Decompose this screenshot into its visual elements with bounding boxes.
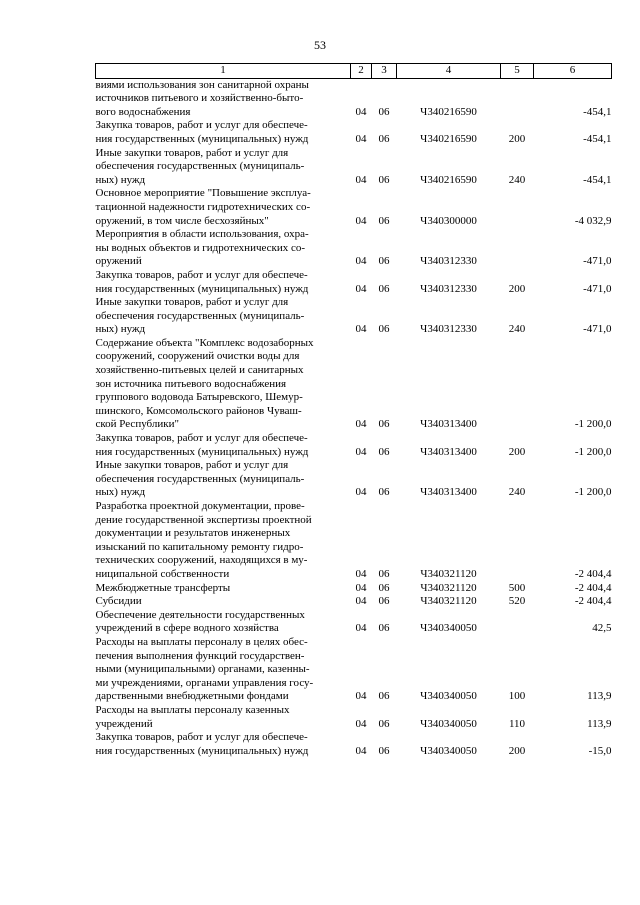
row-subsection: 06 <box>378 214 390 227</box>
row-target-article: Ч340321120 <box>420 581 477 594</box>
row-target-article: Ч340312330 <box>420 323 477 336</box>
row-description: Субсидии <box>95 595 142 608</box>
row-amount: -1 200,0 <box>574 445 612 458</box>
row-subsection: 06 <box>378 255 390 268</box>
row-target-article: Ч340312330 <box>420 282 477 295</box>
table-row <box>96 296 612 337</box>
row-target-article: Ч340321120 <box>420 567 477 580</box>
row-section: 04 <box>355 717 367 730</box>
row-amount: -471,0 <box>583 282 612 295</box>
row-target-article: Ч340313400 <box>420 445 477 458</box>
row-amount: 113,9 <box>587 690 612 703</box>
row-target-article: Ч340321120 <box>420 595 477 608</box>
row-target-article: Ч340340050 <box>420 744 477 757</box>
col-header-subsection: 3 <box>372 64 397 79</box>
row-amount: -2 404,4 <box>574 595 612 608</box>
row-section: 04 <box>355 567 367 580</box>
row-description: Закупка товаров, работ и услуг для обеспече- ния государственных (муниципальных) нужд <box>95 432 309 458</box>
table-row <box>96 187 612 228</box>
table-row <box>96 119 612 146</box>
row-subsection: 06 <box>378 323 390 336</box>
row-amount: -454,1 <box>583 105 612 118</box>
row-amount: -1 200,0 <box>574 418 612 431</box>
table-row <box>96 500 612 582</box>
row-target-article: Ч340216590 <box>420 173 477 186</box>
table-row <box>96 269 612 296</box>
table-row <box>96 704 612 731</box>
table-row <box>96 432 612 459</box>
row-description: Закупка товаров, работ и услуг для обеспече- ния государственных (муниципальных) нужд <box>95 731 309 757</box>
row-target-article: Ч340313400 <box>420 486 477 499</box>
row-amount: -454,1 <box>583 132 612 145</box>
col-header-target-article: 4 <box>397 64 501 79</box>
row-expense-type: 200 <box>508 744 526 757</box>
row-target-article: Ч340300000 <box>420 214 477 227</box>
row-description: Межбюджетные трансферты <box>95 581 231 594</box>
row-description: Мероприятия в области использования, охра- ны водных объектов и гидротехнических со- оружений <box>95 228 309 268</box>
row-subsection: 06 <box>378 622 390 635</box>
row-section: 04 <box>355 744 367 757</box>
table-row <box>96 636 612 704</box>
row-section: 04 <box>355 486 367 499</box>
row-expense-type <box>501 337 534 432</box>
row-expense-type: 200 <box>508 132 526 145</box>
row-target-article: Ч340216590 <box>420 132 477 145</box>
row-target-article: Ч340340050 <box>420 690 477 703</box>
row-description: Иные закупки товаров, работ и услуг для обеспечения государственных (муниципаль- ных) нужд <box>95 146 305 186</box>
row-target-article: Ч340216590 <box>420 105 477 118</box>
row-subsection: 06 <box>378 717 390 730</box>
table-row <box>96 228 612 269</box>
row-amount: -4 032,9 <box>574 214 612 227</box>
row-amount: -2 404,4 <box>574 581 612 594</box>
row-expense-type: 520 <box>508 595 526 608</box>
row-description: Разработка проектной документации, прове- дение государственной экспертизы проектной документации и результатов инженерных изысканий по капитальному ремонту гидро- технических сооружений, находящихся в му- ниципальной собственности <box>95 500 312 580</box>
row-subsection: 06 <box>378 173 390 186</box>
table-row <box>96 147 612 188</box>
row-description: Расходы на выплаты персоналу казенных учреждений <box>95 703 290 730</box>
row-amount: -2 404,4 <box>574 567 612 580</box>
row-section: 04 <box>355 132 367 145</box>
row-description: Иные закупки товаров, работ и услуг для обеспечения государственных (муниципаль- ных) нужд <box>95 296 305 336</box>
row-target-article: Ч340313400 <box>420 418 477 431</box>
row-expense-type <box>501 228 534 269</box>
col-header-name: 1 <box>96 64 351 79</box>
row-subsection: 06 <box>378 445 390 458</box>
row-section: 04 <box>355 595 367 608</box>
row-expense-type <box>501 187 534 228</box>
row-amount: -1 200,0 <box>574 486 612 499</box>
row-amount: -471,0 <box>583 323 612 336</box>
row-description: Обеспечение деятельности государственных учреждений в сфере водного хозяйства <box>95 608 305 635</box>
row-target-article: Ч340340050 <box>420 717 477 730</box>
row-section: 04 <box>355 255 367 268</box>
row-expense-type: 240 <box>508 486 526 499</box>
row-subsection: 06 <box>378 690 390 703</box>
row-section: 04 <box>355 214 367 227</box>
row-expense-type: 100 <box>508 690 526 703</box>
table-row <box>96 609 612 636</box>
row-description: Иные закупки товаров, работ и услуг для обеспечения государственных (муниципаль- ных) нужд <box>95 459 305 499</box>
table-row <box>96 78 612 119</box>
row-expense-type: 240 <box>508 173 526 186</box>
row-section: 04 <box>355 323 367 336</box>
col-header-amount: 6 <box>534 64 612 79</box>
row-amount: -454,1 <box>583 173 612 186</box>
row-description: Расходы на выплаты персоналу в целях обес- печения выполнения функций государствен- ными (муниципальными) органами, казенны- ми учреждениями, органами управления госу- дарственными внебюджетными фондами <box>95 635 314 703</box>
row-target-article: Ч340312330 <box>420 255 477 268</box>
row-subsection: 06 <box>378 132 390 145</box>
row-section: 04 <box>355 418 367 431</box>
page-number: 53 <box>314 38 326 52</box>
row-description: Основное мероприятие "Повышение эксплуа- тационной надежности гидротехнических со- оружений, в том числе бесхозяйных" <box>95 187 311 227</box>
row-expense-type <box>501 78 534 119</box>
table-row <box>96 731 612 758</box>
table-row <box>96 595 612 609</box>
budget-table <box>95 63 612 758</box>
row-section: 04 <box>355 622 367 635</box>
row-section: 04 <box>355 173 367 186</box>
row-expense-type: 500 <box>508 581 526 594</box>
row-amount: 42,5 <box>592 622 612 635</box>
row-expense-type: 110 <box>508 717 526 730</box>
row-amount: 113,9 <box>587 717 612 730</box>
row-amount: -471,0 <box>583 255 612 268</box>
row-expense-type: 200 <box>508 282 526 295</box>
row-expense-type <box>501 609 534 636</box>
row-expense-type: 240 <box>508 323 526 336</box>
table-row <box>96 459 612 500</box>
row-description: Содержание объекта "Комплекс водозаборных сооружений, сооружений очистки воды для хозяйственно-питьевых целей и санитарных зон источника питьевого водоснабжения группового водовода Батыревского, Шемур- шинского, Комсомольского районов Чуваш- ской Республики" <box>95 336 314 431</box>
row-section: 04 <box>355 581 367 594</box>
col-header-expense-type: 5 <box>501 64 534 79</box>
row-expense-type: 200 <box>508 445 526 458</box>
col-header-section: 2 <box>351 64 372 79</box>
row-subsection: 06 <box>378 105 390 118</box>
row-section: 04 <box>355 690 367 703</box>
row-subsection: 06 <box>378 595 390 608</box>
row-subsection: 06 <box>378 581 390 594</box>
row-description: Закупка товаров, работ и услуг для обеспече- ния государственных (муниципальных) нужд <box>95 268 309 295</box>
row-subsection: 06 <box>378 567 390 580</box>
row-subsection: 06 <box>378 282 390 295</box>
row-section: 04 <box>355 282 367 295</box>
row-section: 04 <box>355 105 367 118</box>
table-row <box>96 582 612 596</box>
row-subsection: 06 <box>378 744 390 757</box>
row-description: виями использования зон санитарной охраны источников питьевого и хозяйственно-быто- вого водоснабжения <box>95 78 309 118</box>
row-subsection: 06 <box>378 418 390 431</box>
row-section: 04 <box>355 445 367 458</box>
table-row <box>96 337 612 432</box>
row-expense-type <box>501 500 534 582</box>
row-subsection: 06 <box>378 486 390 499</box>
table-header-row <box>96 64 612 79</box>
row-description: Закупка товаров, работ и услуг для обеспече- ния государственных (муниципальных) нужд <box>95 119 309 145</box>
row-amount: -15,0 <box>588 744 612 757</box>
row-target-article: Ч340340050 <box>420 622 477 635</box>
